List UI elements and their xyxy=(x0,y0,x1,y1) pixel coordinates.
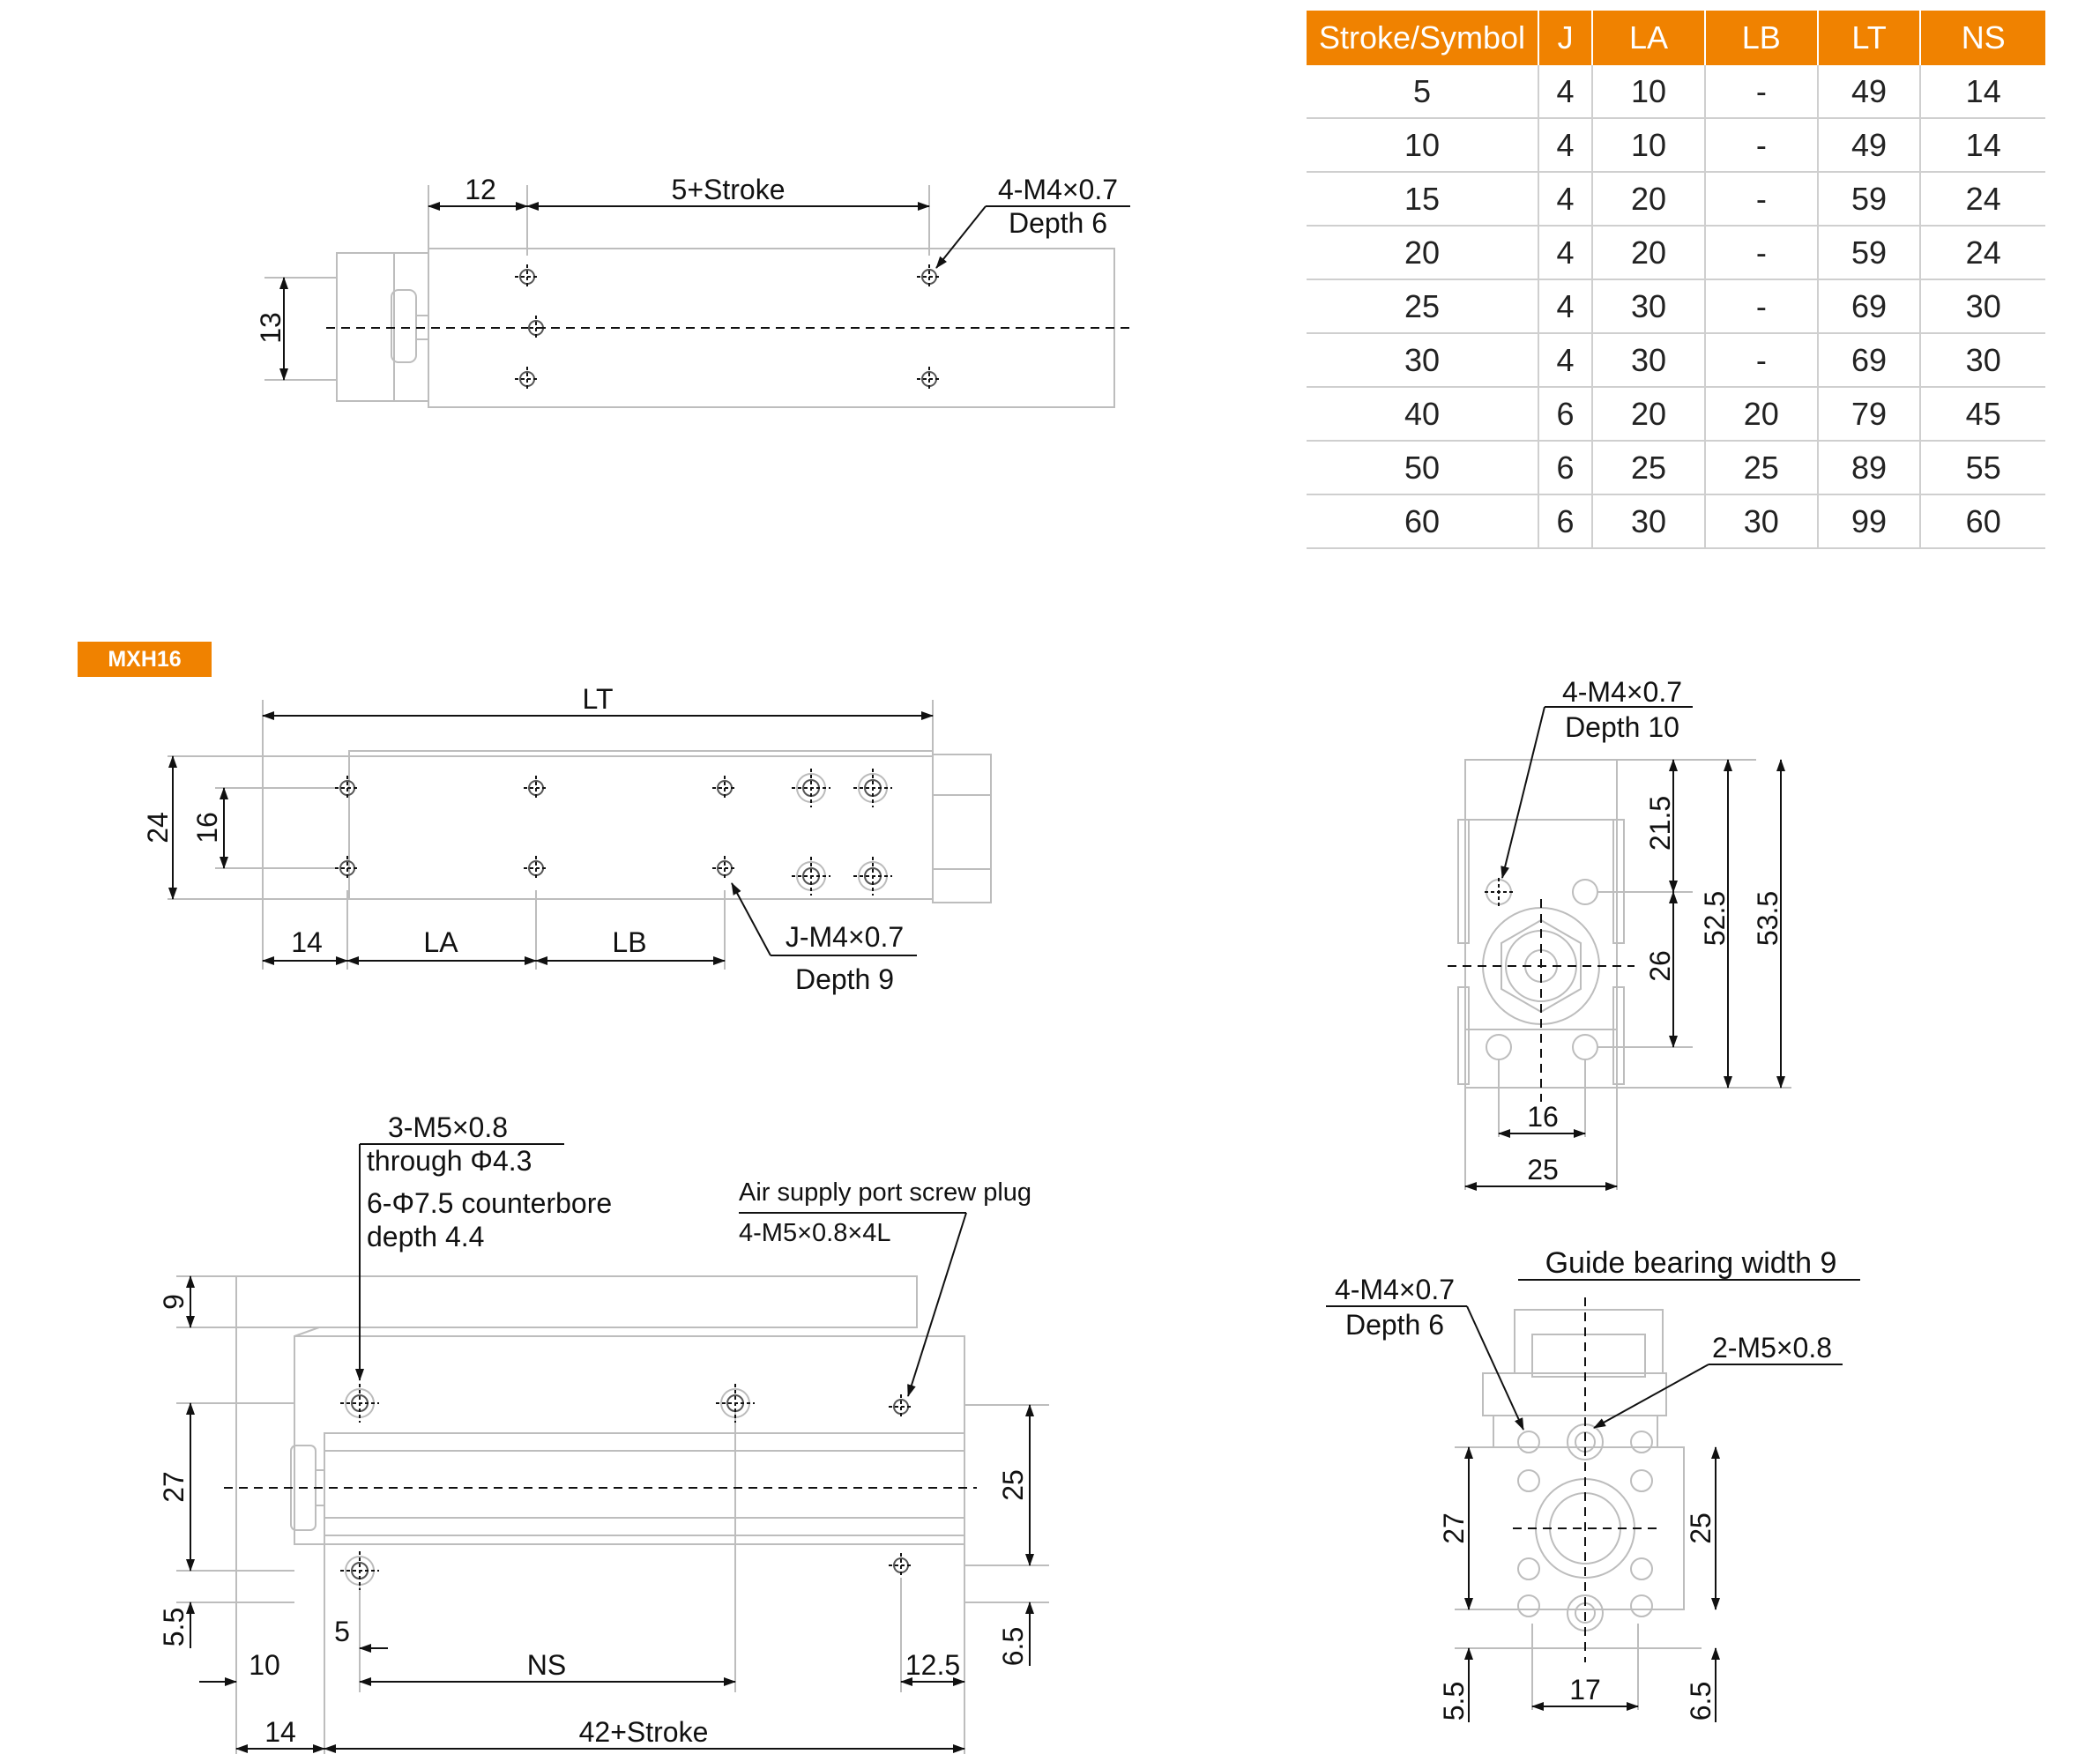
table-cell: - xyxy=(1705,226,1818,279)
front-view xyxy=(1326,1246,1860,1722)
plan-dim-16: 16 xyxy=(191,812,223,844)
table-cell: 49 xyxy=(1818,65,1921,118)
table-cell: 6 xyxy=(1538,494,1592,548)
table-cell: - xyxy=(1705,118,1818,172)
table-cell: 15 xyxy=(1307,172,1538,226)
table-cell: 20 xyxy=(1307,226,1538,279)
side-callout-counterbore: 6-Φ7.5 counterbore xyxy=(367,1187,613,1219)
plan-dim-14: 14 xyxy=(291,926,323,958)
table-cell: 25 xyxy=(1592,441,1705,494)
front-dim-17: 17 xyxy=(1569,1674,1601,1706)
end-dim-25: 25 xyxy=(1527,1154,1559,1185)
table-cell: 25 xyxy=(1705,441,1818,494)
table-cell: 59 xyxy=(1818,172,1921,226)
side-dim-9: 9 xyxy=(158,1294,190,1310)
side-dim-5-5: 5.5 xyxy=(158,1607,190,1647)
table-cell: 30 xyxy=(1920,279,2045,333)
end-dim-21-5: 21.5 xyxy=(1644,795,1676,851)
table-cell: - xyxy=(1705,172,1818,226)
side-dim-5: 5 xyxy=(334,1616,350,1647)
side-dim-12-5: 12.5 xyxy=(905,1649,961,1681)
end-callout-depth: Depth 10 xyxy=(1565,711,1679,743)
table-cell: 10 xyxy=(1592,118,1705,172)
model-badge-label: MXH16 xyxy=(108,647,182,672)
plan-callout-depth: Depth 9 xyxy=(794,963,895,995)
side-dim-27: 27 xyxy=(158,1471,190,1503)
front-dim-27: 27 xyxy=(1438,1512,1470,1544)
front-title-guide-bearing: Guide bearing width 9 xyxy=(1545,1246,1837,1280)
side-dim-14: 14 xyxy=(264,1716,296,1748)
table-cell: 30 xyxy=(1592,494,1705,548)
table-cell: 25 xyxy=(1307,279,1538,333)
header-lt: LT xyxy=(1818,11,1921,65)
plan-callout-thread: J-M4×0.7 xyxy=(785,921,905,953)
side-dim-25: 25 xyxy=(997,1469,1029,1501)
side-callout-plug-thread: 4-M5×0.8×4L xyxy=(739,1219,891,1247)
side-view xyxy=(158,1111,1049,1754)
table-cell: 20 xyxy=(1705,387,1818,441)
top-callout-thread: 4-M4×0.7 xyxy=(997,174,1119,205)
table-cell: - xyxy=(1705,333,1818,387)
table-cell: 40 xyxy=(1307,387,1538,441)
table-cell: 20 xyxy=(1592,226,1705,279)
side-callout-depth: depth 4.4 xyxy=(367,1221,485,1252)
end-dim-53-5: 53.5 xyxy=(1752,890,1784,947)
top-dim-13: 13 xyxy=(255,312,287,344)
table-cell: 79 xyxy=(1818,387,1921,441)
table-cell: 20 xyxy=(1592,387,1705,441)
plan-view xyxy=(142,683,991,995)
table-cell: 24 xyxy=(1920,172,2045,226)
side-callout-air-port: Air supply port screw plug xyxy=(739,1178,1032,1207)
table-cell: 4 xyxy=(1538,279,1592,333)
top-dim-stroke: 5+Stroke xyxy=(671,174,786,205)
end-dim-26: 26 xyxy=(1644,950,1676,982)
table-cell: 20 xyxy=(1592,172,1705,226)
table-cell: 89 xyxy=(1818,441,1921,494)
table-cell: 60 xyxy=(1307,494,1538,548)
plan-dim-lb: LB xyxy=(612,926,647,958)
end-view xyxy=(1448,676,1791,1190)
plan-dim-24: 24 xyxy=(142,812,174,844)
header-stroke: Stroke/Symbol xyxy=(1307,11,1538,65)
side-dim-10: 10 xyxy=(249,1649,280,1681)
end-callout-thread: 4-M4×0.7 xyxy=(1561,676,1683,708)
table-cell: 4 xyxy=(1538,118,1592,172)
side-dim-ns: NS xyxy=(526,1649,567,1681)
top-callout-depth: Depth 6 xyxy=(1008,207,1108,239)
front-callout-depth: Depth 6 xyxy=(1344,1309,1445,1341)
table-cell: 10 xyxy=(1592,65,1705,118)
table-cell: - xyxy=(1705,279,1818,333)
table-cell: 49 xyxy=(1818,118,1921,172)
table-cell: 4 xyxy=(1538,226,1592,279)
table-cell: 30 xyxy=(1592,279,1705,333)
front-callout-thread: 4-M4×0.7 xyxy=(1334,1274,1456,1305)
table-cell: 59 xyxy=(1818,226,1921,279)
front-dim-6-5: 6.5 xyxy=(1685,1681,1716,1721)
top-dim-12: 12 xyxy=(465,174,496,205)
header-j: J xyxy=(1538,11,1592,65)
table-cell: 30 xyxy=(1592,333,1705,387)
table-cell: 30 xyxy=(1307,333,1538,387)
top-view xyxy=(255,174,1130,407)
table-cell: 69 xyxy=(1818,333,1921,387)
header-la: LA xyxy=(1592,11,1705,65)
table-cell: 6 xyxy=(1538,387,1592,441)
end-dim-16: 16 xyxy=(1527,1101,1559,1133)
plan-dim-la: LA xyxy=(423,926,458,958)
side-callout-thread: 3-M5×0.8 xyxy=(387,1111,509,1143)
table-cell: 30 xyxy=(1920,333,2045,387)
table-cell: - xyxy=(1705,65,1818,118)
front-callout-m5: 2-M5×0.8 xyxy=(1711,1332,1833,1364)
table-cell: 6 xyxy=(1538,441,1592,494)
table-cell: 4 xyxy=(1538,172,1592,226)
table-cell: 30 xyxy=(1705,494,1818,548)
table-cell: 14 xyxy=(1920,118,2045,172)
header-ns: NS xyxy=(1920,11,2045,65)
table-cell: 4 xyxy=(1538,333,1592,387)
table-cell: 14 xyxy=(1920,65,2045,118)
plan-dim-lt: LT xyxy=(582,683,614,715)
end-dim-52-5: 52.5 xyxy=(1699,890,1731,947)
table-cell: 24 xyxy=(1920,226,2045,279)
table-cell: 10 xyxy=(1307,118,1538,172)
table-cell: 50 xyxy=(1307,441,1538,494)
side-dim-42-stroke: 42+Stroke xyxy=(578,1716,709,1748)
front-dim-25: 25 xyxy=(1685,1512,1716,1544)
side-dim-6-5: 6.5 xyxy=(997,1626,1029,1667)
side-callout-through: through Φ4.3 xyxy=(367,1145,532,1177)
front-dim-5-5: 5.5 xyxy=(1438,1681,1470,1721)
table-cell: 45 xyxy=(1920,387,2045,441)
table-cell: 99 xyxy=(1818,494,1921,548)
table-cell: 55 xyxy=(1920,441,2045,494)
table-cell: 4 xyxy=(1538,65,1592,118)
table-cell: 69 xyxy=(1818,279,1921,333)
header-lb: LB xyxy=(1705,11,1818,65)
table-cell: 5 xyxy=(1307,65,1538,118)
table-cell: 60 xyxy=(1920,494,2045,548)
